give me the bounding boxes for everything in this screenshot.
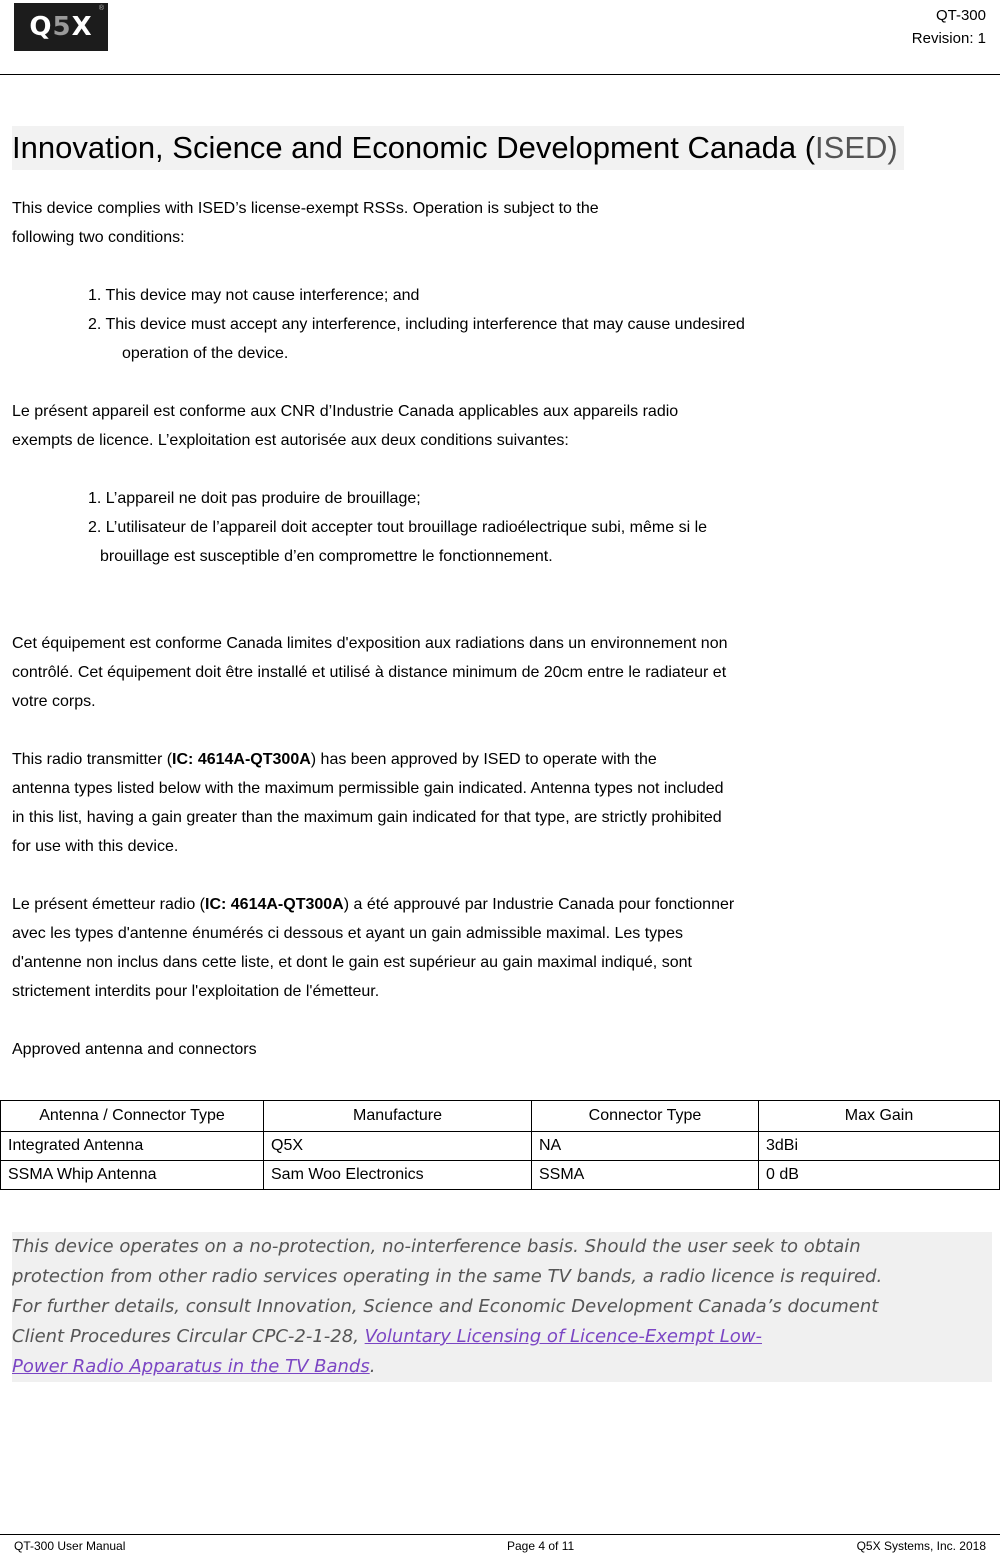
list-item: 1. This device may not cause interference; and <box>88 287 420 304</box>
fr-exposure-line: Cet équipement est conforme Canada limites d'exposition aux radiations dans un environnement non <box>12 635 728 652</box>
table-cell: SSMA <box>532 1161 759 1190</box>
fr-conditions-list <box>12 484 992 571</box>
list-item: 1. L’appareil ne doit pas produire de brouillage; <box>88 490 421 507</box>
en-transmitter-line: This radio transmitter (IC: 4614A-QT300A) has been approved by ISED to operate with the <box>12 751 657 768</box>
page-content <box>8 126 992 1382</box>
antenna-table <box>0 1100 1000 1190</box>
column-header: Antenna / Connector Type <box>1 1101 264 1132</box>
en-transmitter-line: antenna types listed below with the maximum permissible gain indicated. Antenna types not included <box>12 780 724 797</box>
fr-transmitter-line: d'antenne non inclus dans cette liste, et dont le gain est supérieur au gain maximal indiqué, sont <box>12 954 692 971</box>
fr-exposure-line: votre corps. <box>12 693 96 710</box>
table-cell: SSMA Whip Antenna <box>1 1161 264 1190</box>
column-header: Max Gain <box>759 1101 1000 1132</box>
footer-company: Q5X Systems, Inc. 2018 <box>856 1539 986 1553</box>
en-intro-line: following two conditions: <box>12 229 185 246</box>
table-cell: Q5X <box>264 1132 532 1161</box>
section-title: Innovation, Science and Economic Development Canada (ISED) <box>12 126 904 170</box>
tv-bands-notice: This device operates on a no-protection, no-interference basis. Should the user seek to obtain protection from other radio services operating in the same TV bands, a radio licence is required. For further details, consult Innovation, Science and Economic Development Canada’s document Client Procedures Circular CPC-2-1-28, Voluntary Licensing of Licence-Exempt Low- Power Radio Apparatus in the TV Bands. <box>12 1232 992 1382</box>
en-intro-line: This device complies with ISED’s license-exempt RSSs. Operation is subject to the <box>12 200 599 217</box>
en-transmitter-line: in this list, having a gain greater than the maximum gain indicated for that type, are strictly prohibited <box>12 809 722 826</box>
fr-transmitter-line: Le présent émetteur radio (IC: 4614A-QT300A) a été approuvé par Industrie Canada pour fonctionner <box>12 896 735 913</box>
table-row <box>1 1132 1000 1161</box>
page-footer <box>0 1534 1000 1556</box>
table-row <box>1 1161 1000 1190</box>
document-meta <box>912 4 986 50</box>
cpc-document-link-continued[interactable]: Power Radio Apparatus in the TV Bands <box>12 1356 370 1377</box>
footer-manual-name: QT-300 User Manual <box>14 1539 126 1553</box>
table-cell: 3dBi <box>759 1132 1000 1161</box>
column-header: Connector Type <box>532 1101 759 1132</box>
fr-transmitter-line: avec les types d'antenne énumérés ci dessous et ayant un gain admissible maximal. Les types <box>12 925 683 942</box>
list-item: 2. This device must accept any interference, including interference that may cause undesired operation of the device. <box>88 316 745 362</box>
table-header-row <box>1 1101 1000 1132</box>
list-item: 2. L’utilisateur de l’appareil doit accepter tout brouillage radioélectrique subi, même si le brouillage est susceptible d’en compromettre le fonctionnement. <box>88 519 708 565</box>
table-cell: NA <box>532 1132 759 1161</box>
table-cell: 0 dB <box>759 1161 1000 1190</box>
column-header: Manufacture <box>264 1101 532 1132</box>
en-transmitter-line: for use with this device. <box>12 838 179 855</box>
ic-number: IC: 4614A-QT300A <box>172 751 311 768</box>
en-conditions-list <box>12 281 992 368</box>
fr-intro-line: Le présent appareil est conforme aux CNR d’Industrie Canada applicables aux appareils radio <box>12 403 679 420</box>
document-id: QT-300 <box>935 7 986 24</box>
table-cell: Integrated Antenna <box>1 1132 264 1161</box>
page-header <box>0 0 1000 75</box>
cpc-document-link[interactable]: Voluntary Licensing of Licence-Exempt Low- <box>364 1326 762 1347</box>
antenna-heading: Approved antenna and connectors <box>12 1041 257 1058</box>
footer-page-number: Page 4 of 11 <box>507 1539 575 1553</box>
fr-intro-line: exempts de licence. L’exploitation est autorisée aux deux conditions suivantes: <box>12 432 569 449</box>
revision: Revision: 1 <box>911 30 986 47</box>
section-body <box>8 194 992 1382</box>
ic-number: IC: 4614A-QT300A <box>205 896 344 913</box>
fr-exposure-line: contrôlé. Cet équipement doit être installé et utilisé à distance minimum de 20cm entre le radiateur et <box>12 664 727 681</box>
q5x-logo: Q5X ® <box>14 3 108 51</box>
fr-transmitter-line: strictement interdits pour l'exploitation de l'émetteur. <box>12 983 380 1000</box>
table-cell: Sam Woo Electronics <box>264 1161 532 1190</box>
